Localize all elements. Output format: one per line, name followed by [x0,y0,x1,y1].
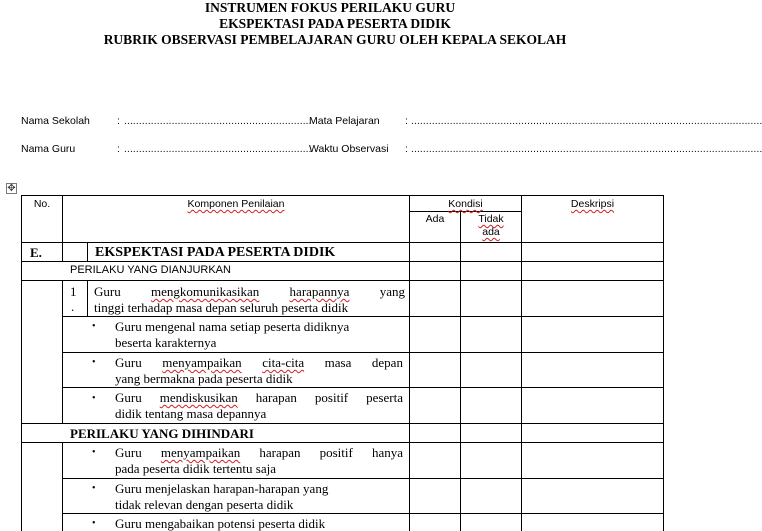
teacher-label: Nama Guru [21,143,76,155]
teacher-value-field[interactable]: ............................................................... [124,144,312,155]
table-move-handle-icon[interactable]: ✥ [7,183,16,194]
school-colon: : [117,115,120,127]
title-line-2: EKSPEKTASI PADA PESERTA DIDIK [219,16,451,31]
teacher-colon: : [117,143,120,155]
item1-number: 1 [70,284,77,299]
bullet-icon: • [92,357,96,368]
title-line-3: RUBRIK OBSERVASI PEMBELAJARAN GURU OLEH KEPALA SEKOLAH [103,32,567,47]
bullet-icon: • [92,447,96,458]
col-condition-header: Kondisi [448,198,483,210]
col-no-header: No. [33,198,51,210]
subject-label: Mata Pelajaran [309,115,380,127]
time-colon: : [405,143,408,155]
section-code: E. [30,245,42,260]
bullet-icon: • [92,483,96,494]
bullet-icon: • [92,393,96,404]
item1-text-line2: tinggi terhadap masa depan seluruh peserta didik [94,300,349,315]
time-value-field[interactable]: ...................................................................................................................... [411,144,762,155]
col-component-header: Komponen Penilaian [187,198,285,210]
bullet-icon: • [92,518,96,529]
subject-value-field[interactable]: ...................................................................................................................... [411,116,762,127]
col-description-header: Deskripsi [570,198,615,210]
item1-text-line1: Guru mengkomunikasikan harapannya yang [94,284,405,299]
col-ada-header: Ada [425,213,445,225]
title-line-1: INSTRUMEN FOKUS PERILAKU GURU [204,0,456,15]
recommended-behaviour-header: PERILAKU YANG DIANJURKAN [70,264,231,276]
section-title: EKSPEKTASI PADA PESERTA DIDIK [95,245,336,260]
subject-colon: : [405,115,408,127]
bullet-icon: • [92,321,96,332]
item1-number-dot: . [71,299,75,314]
school-value-field[interactable]: ............................................................... [124,116,312,127]
school-label: Nama Sekolah [21,115,90,127]
time-label: Waktu Observasi [309,143,389,155]
avoided-behaviour-header: PERILAKU YANG DIHINDARI [70,426,254,441]
col-tidak-ada-header: Tidak ada [478,213,504,238]
